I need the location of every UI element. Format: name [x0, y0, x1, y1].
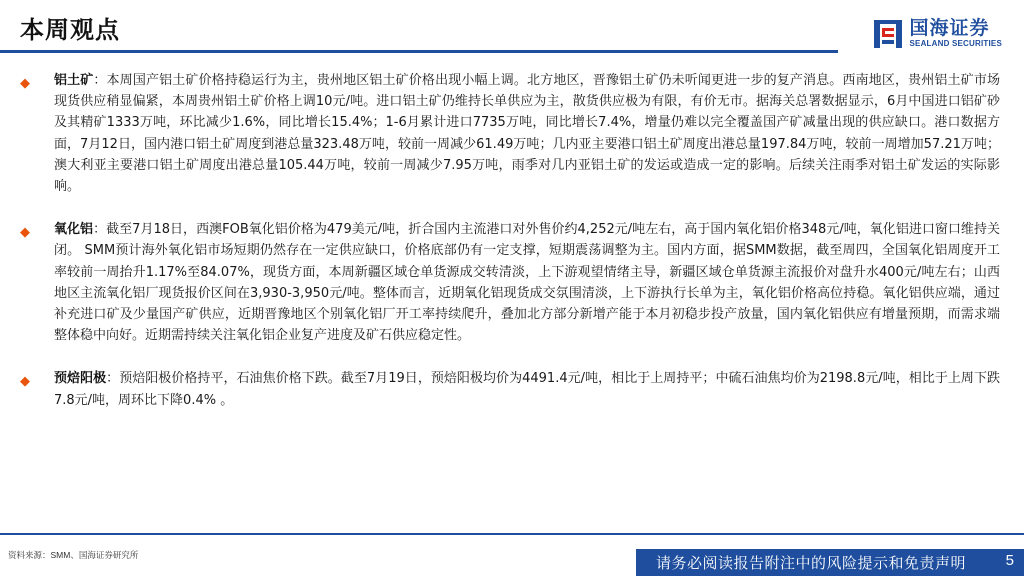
diamond-icon: ◆: [20, 75, 30, 90]
section-bauxite: [20, 70, 1000, 197]
title-divider: [0, 50, 838, 53]
page-title: 本周观点: [20, 17, 120, 44]
page-number: 5: [1005, 552, 1014, 569]
diamond-icon: ◆: [20, 373, 30, 389]
section-text: ：本周国产铝土矿价格持稳运行为主，贵州地区铝土矿价格出现小幅上调。北方地区，晋豫铝土矿仍未听闻更进一步的复产消息。西南地区，贵州铝土矿市场现货供应稍显偏紧，本周贵州铝土矿价格上调10元/吨。进口铝土矿仍维持长单供应为主，散货供应极为有限，有价无市。据海关总署数据显示，6月中国进口铝矿砂及其精矿1333万吨，环比减少1.6%，同比增长15.4%；1-6月累计进口7735万吨，同比增长7.4%，增量仍难以完全覆盖国产矿减量出现的供应缺口。港口数据方面，7月12日，国内港口铝土矿周度到港总量323.48万吨，较前一周减少61.49万吨；几内亚主要港口铝土矿周度出港总量197.84万吨，较前一周增加57.21万吨；澳大利亚主要港口铝土矿周度出港总量105.44万吨，较前一周减少7.95万吨，雨季对几内亚铝土矿的发运或造成一定的影响。后续关注雨季对铝土矿发运的实际影响。: [54, 73, 1000, 195]
section-text: ：预焙阳极价格持平，石油焦价格下跌。截至7月19日，预焙阳极均价为4491.4元/吨，相比于上周持平；中硫石油焦均价为2198.8元/吨，相比于上周下跌7.8元/吨，周环比下降0.4% 。: [54, 371, 1000, 408]
company-logo: [872, 18, 1003, 50]
section-heading: 铝土矿: [54, 73, 94, 88]
logo-chinese-name: 国海证券: [909, 18, 990, 39]
diamond-icon: ◆: [20, 224, 30, 240]
disclaimer-text: 请务必阅读报告附注中的风险提示和免责声明: [656, 555, 967, 572]
footer-divider: [0, 533, 1024, 535]
section-heading: 氧化铝: [54, 222, 94, 238]
data-source-note: 资料来源：SMM、国海证券研究所: [8, 550, 139, 560]
section-heading: 预焙阳极: [54, 371, 107, 387]
sealand-logo-icon: [872, 18, 904, 50]
section-alumina: [20, 219, 1000, 346]
section-paragraph: [54, 368, 1000, 410]
section-prebaked-anode: [20, 368, 1000, 410]
section-paragraph: [54, 219, 1000, 346]
section-paragraph: [54, 70, 1000, 197]
content-body: [20, 70, 1000, 433]
logo-english-name: SEALAND SECURITIES: [909, 39, 1002, 48]
section-text: ：截至7月18日，西澳FOB氧化铝价格为479美元/吨，折合国内主流港口对外售价约4,252元/吨左右，高于国内氧化铝价格348元/吨，氧化铝进口窗口维持关闭。 SMM预计海外氧化铝市场短期仍然存在一定供应缺口，价格底部仍有一定支撑，短期震荡调整为主。国内方面，据SMM数据，截至周四，全国氧化铝周度开工率较前一周抬升1.17%至84.07%，现货方面，本周新疆区域仓单货源成交转清淡，上下游观望情绪主导，新疆区域仓单货源主流报价对盘升水400元/吨左右；山西地区主流氧化铝厂现货报价区间在3,930-3,950元/吨。整体而言，近期氧化铝现货成交氛围清淡，上下游执行长单为主，氧化铝价格高位持稳。氧化铝供应端，通过补充进口矿及少量国产矿供应，近期晋豫地区个别氧化铝厂开工率持续爬升，叠加北方部分新增产能于本月初稳步投产放量，国内氧化铝供应有增量预期，而需求端整体稳中向好。近期需持续关注氧化铝企业复产进度及矿石供应稳定性。: [54, 222, 1000, 344]
